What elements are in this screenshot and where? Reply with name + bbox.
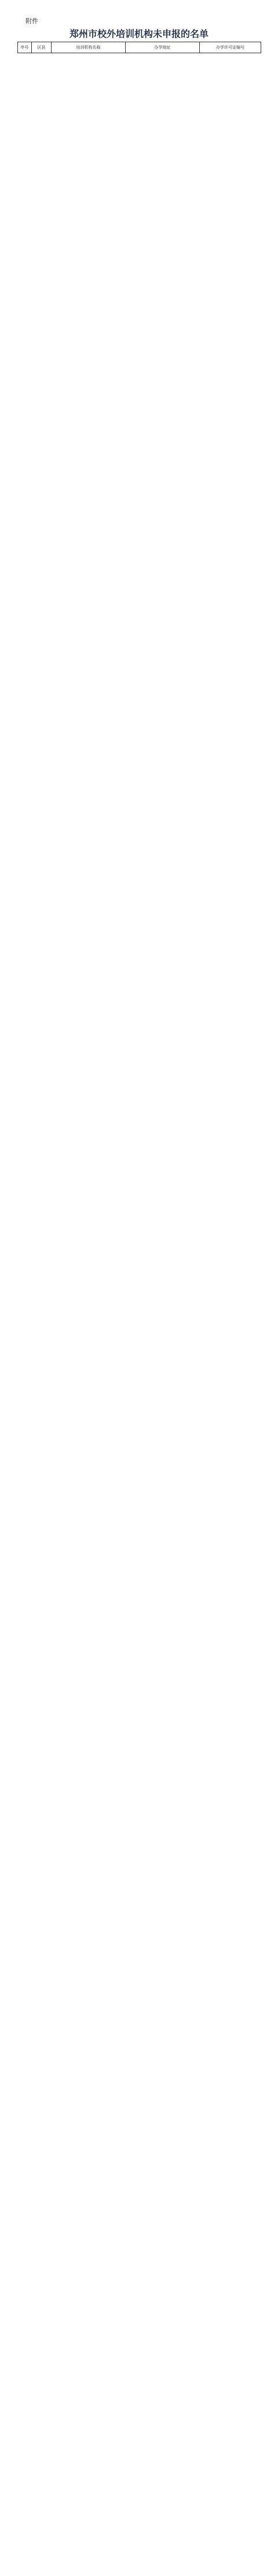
header-permit: 办学许可证编号	[200, 42, 261, 53]
institution-table	[17, 42, 261, 53]
header-name: 培训机构名称	[52, 42, 126, 53]
document-title: 郑州市校外培训机构未申报的名单	[69, 28, 209, 39]
header-seq: 序号	[18, 42, 32, 53]
attachment-label: 附件	[25, 17, 38, 25]
header-district: 区县	[32, 42, 52, 53]
table-header-row	[18, 42, 261, 53]
header-address: 办学地址	[126, 42, 200, 53]
